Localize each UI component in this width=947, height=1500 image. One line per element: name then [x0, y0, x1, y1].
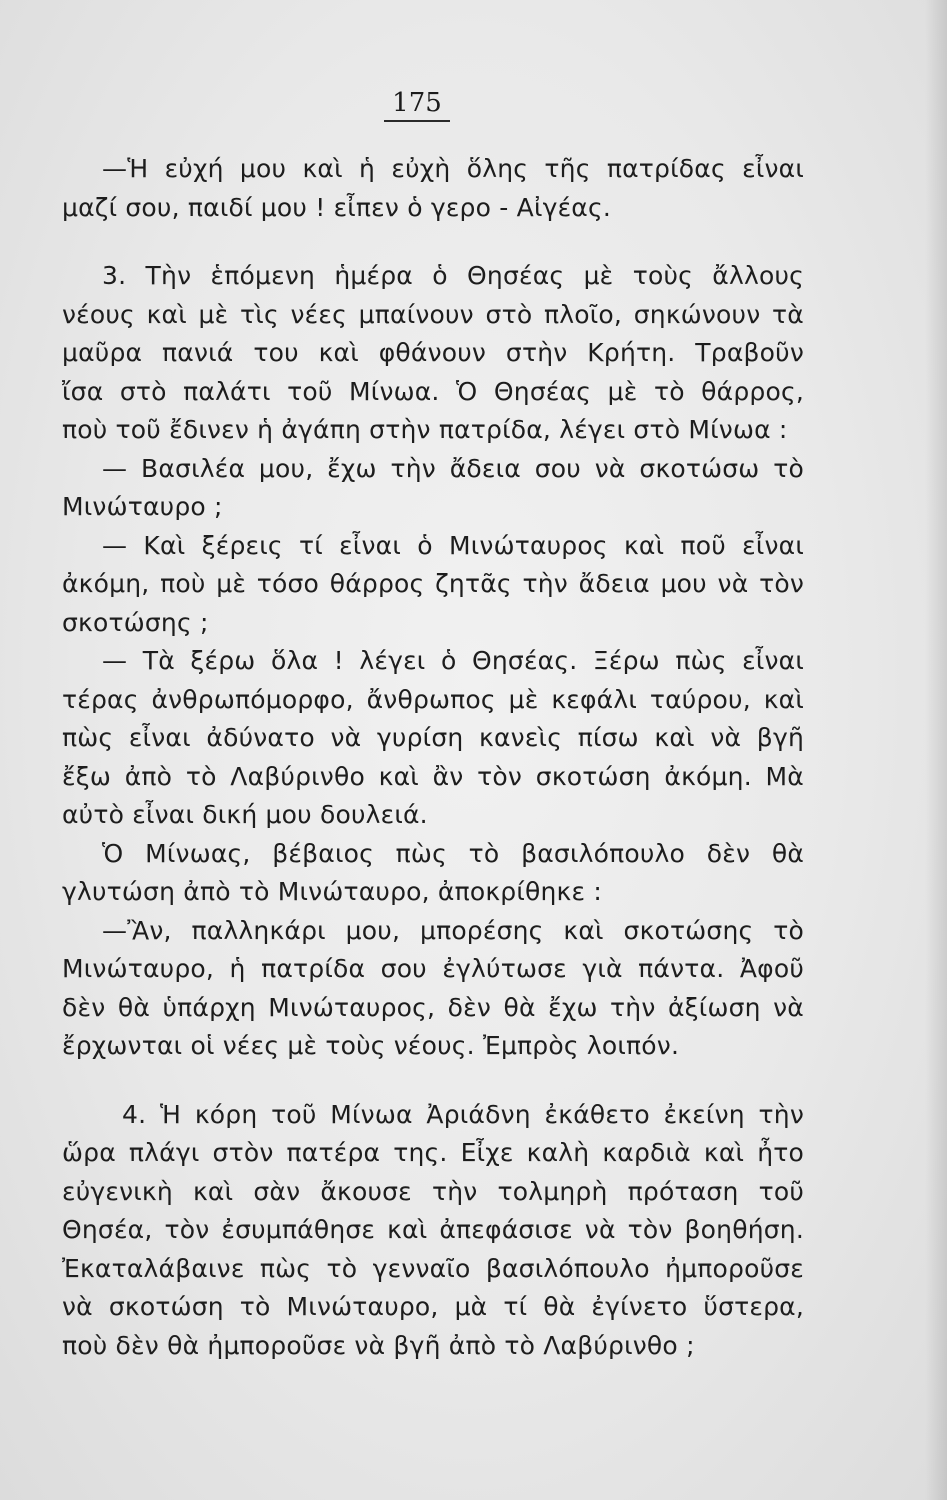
text-line: ὥρα πλάγι στὸν πατέρα της. Εἶχε καλὴ καρδιὰ καὶ ἦτο	[62, 1138, 804, 1167]
text-line: τέρας ἀνθρωπόμορφο, ἄνθρωπος μὲ κεφάλι ταύρου, καὶ	[62, 684, 804, 714]
paragraph-gap	[62, 1066, 804, 1096]
page-number: 175	[384, 88, 450, 122]
text-line: — Βασιλέα μου, ἔχω τὴν ἄδεια σου νὰ σκοτώσω τὸ	[102, 453, 804, 483]
text-line: νέους καὶ μὲ τὶς νέες μπαίνουν στὸ πλοῖο, σηκώνουν τὰ	[62, 299, 804, 329]
text-line: ἔξω ἀπὸ τὸ Λαβύρινθο καὶ ἂν τὸν σκοτώση ἀκόμη. Μὰ	[62, 761, 804, 791]
text-line: Ὁ Μίνωας, βέβαιος πὼς τὸ βασιλόπουλο δὲν θὰ	[102, 838, 804, 868]
text-line: Ἐκαταλάβαινε πὼς τὸ γενναῖο βασιλόπουλο ἠμποροῦσε	[62, 1253, 804, 1283]
text-line: 3. Τὴν ἑπόμενη ἡμέρα ὁ Θησέας μὲ τοὺς ἄλλους	[102, 261, 804, 290]
text-line: γλυτώση ἀπὸ τὸ Μινώταυρο, ἀποκρίθηκε :	[62, 877, 602, 906]
text-line: ποὺ δὲν θὰ ἠμποροῦσε νὰ βγῆ ἀπὸ τὸ Λαβύρινθο ;	[62, 1330, 695, 1360]
text-line: Μινώταυρο ;	[62, 492, 223, 521]
text-line: ἀκόμη, ποὺ μὲ τόσο θάρρος ζητᾶς τὴν ἄδεια μου νὰ τὸν	[62, 569, 804, 598]
text-line: — Καὶ ξέρεις τί εἶναι ὁ Μινώταυρος καὶ ποῦ εἶναι	[102, 530, 804, 560]
body-text	[62, 150, 804, 1365]
text-line: ἔρχωνται οἱ νέες μὲ τοὺς νέους. Ἐμπρὸς λοιπόν.	[62, 1031, 680, 1060]
paragraph-gap	[62, 227, 804, 257]
text-line: Θησέα, τὸν ἐσυμπάθησε καὶ ἀπεφάσισε νὰ τὸν βοηθήση.	[62, 1215, 804, 1244]
text-line: —Ἂν, παλληκάρι μου, μπορέσης καὶ σκοτώσης τὸ	[102, 915, 804, 945]
text-line: ἴσα στὸ παλάτι τοῦ Μίνωα. Ὁ Θησέας μὲ τὸ θάρρος,	[62, 376, 804, 406]
text-line: αὐτὸ εἶναι δική μου δουλειά.	[62, 800, 428, 829]
text-line: σκοτώσης ;	[62, 607, 209, 637]
text-line: 4. Ἡ κόρη τοῦ Μίνωα Ἀριάδνη ἐκάθετο ἐκείνη τὴν	[122, 1099, 804, 1129]
text-line: μαῦρα πανιά του καὶ φθάνουν στὴν Κρήτη. Τραβοῦν	[62, 338, 804, 367]
text-line: ποὺ τοῦ ἔδινεν ἡ ἀγάπη στὴν πατρίδα, λέγει στὸ Μίνωα :	[62, 415, 788, 444]
text-line: εὐγενικὴ καὶ σὰν ἄκουσε τὴν τολμηρὴ πρόταση τοῦ	[62, 1176, 804, 1206]
text-line: δὲν θὰ ὑπάρχη Μινώταυρος, δὲν θὰ ἔχω τὴν ἀξίωση νὰ	[62, 992, 804, 1022]
text-line: πὼς εἶναι ἀδύνατο νὰ γυρίση κανεὶς πίσω καὶ νὰ βγῆ	[62, 723, 804, 752]
text-line: νὰ σκοτώση τὸ Μινώταυρο, μὰ τί θὰ ἐγίνετο ὕστερα,	[62, 1292, 804, 1321]
text-line: — Τὰ ξέρω ὅλα ! λέγει ὁ Θησέας. Ξέρω πὼς εἶναι	[102, 646, 804, 675]
page-edge-shadow	[925, 0, 947, 1500]
text-line: Μινώταυρο, ἡ πατρίδα σου ἐγλύτωσε γιὰ πάντα. Ἀφοῦ	[62, 954, 804, 983]
text-line: μαζί σου, παιδί μου ! εἶπεν ὁ γερο - Αἰγέας.	[62, 192, 612, 222]
text-line: —Ἡ εὐχή μου καὶ ἡ εὐχὴ ὅλης τῆς πατρίδας εἶναι	[102, 154, 804, 183]
